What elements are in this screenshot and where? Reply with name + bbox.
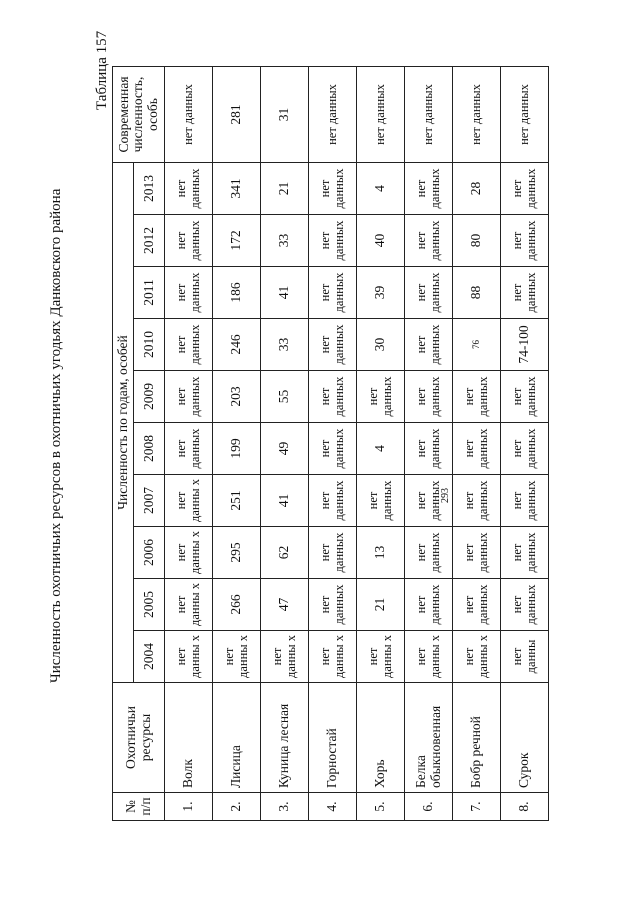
value-cell: нет данных	[405, 579, 453, 631]
value-cell: 76	[453, 319, 501, 371]
value-cell: нет данных	[309, 319, 357, 371]
value-cell: нет данных	[501, 163, 549, 215]
table-row	[213, 67, 261, 821]
resource-name: Волк	[165, 683, 213, 793]
value-cell: нет данных	[309, 267, 357, 319]
value-cell: нет данных	[501, 371, 549, 423]
value-cell: 21	[357, 579, 405, 631]
value-cell: 30	[357, 319, 405, 371]
value-cell: 251	[213, 475, 261, 527]
value-cell: 21	[261, 163, 309, 215]
value-cell: нет данных	[165, 267, 213, 319]
current-value: нет данных	[453, 67, 501, 163]
value-cell: нет данных	[405, 319, 453, 371]
value-cell: нет данных	[357, 371, 405, 423]
value-cell: нет данных	[453, 423, 501, 475]
value-cell: нет данны х	[309, 631, 357, 683]
current-value: нет данных	[501, 67, 549, 163]
value-cell: нет данны х	[165, 475, 213, 527]
value-cell: нет данных	[453, 371, 501, 423]
resource-name: Хорь	[357, 683, 405, 793]
value-cell: нет данных	[309, 215, 357, 267]
table-row	[165, 67, 213, 821]
header-row	[113, 67, 134, 821]
value-cell: нет данны х	[405, 631, 453, 683]
table-row	[501, 67, 549, 821]
value-cell: 33	[261, 319, 309, 371]
value-cell: нет данны х	[213, 631, 261, 683]
resource-name: Бобр речной	[453, 683, 501, 793]
header-year-2011: 2011	[134, 267, 165, 319]
value-cell: нет данных	[165, 163, 213, 215]
value-cell: 4	[357, 423, 405, 475]
value-cell: нет данны х	[165, 527, 213, 579]
value-cell: нет данных	[405, 423, 453, 475]
row-number: 5.	[357, 793, 405, 821]
table-row	[453, 67, 501, 821]
value-cell: нет данных	[501, 423, 549, 475]
value-cell: нет данных	[405, 527, 453, 579]
population-table	[112, 66, 549, 821]
value-cell: нет данных	[309, 423, 357, 475]
row-number: 7.	[453, 793, 501, 821]
value-cell: нет данных	[453, 527, 501, 579]
value-cell: нет данных	[405, 267, 453, 319]
value-cell: нет данных	[165, 371, 213, 423]
table-row	[261, 67, 309, 821]
value-cell: нет данны х	[453, 631, 501, 683]
value-cell: нет данных	[309, 371, 357, 423]
value-cell: 246	[213, 319, 261, 371]
row-number: 2.	[213, 793, 261, 821]
row-number: 4.	[309, 793, 357, 821]
value-cell: нет данны х	[165, 579, 213, 631]
value-cell: нет данны х	[165, 631, 213, 683]
value-cell: 80	[453, 215, 501, 267]
value-cell: нет данных	[309, 475, 357, 527]
value-cell: нет данных	[165, 423, 213, 475]
value-cell: 172	[213, 215, 261, 267]
value-cell: 40	[357, 215, 405, 267]
current-value: нет данных	[309, 67, 357, 163]
header-year-2007: 2007	[134, 475, 165, 527]
current-value: 281	[213, 67, 261, 163]
current-value: нет данных	[357, 67, 405, 163]
value-cell: нет данных	[453, 579, 501, 631]
value-cell: нет данных	[501, 475, 549, 527]
value-cell: нет данных	[165, 319, 213, 371]
value-cell: 88	[453, 267, 501, 319]
resource-name: Горностай	[309, 683, 357, 793]
header-year-2010: 2010	[134, 319, 165, 371]
value-cell: нет данных	[501, 527, 549, 579]
header-year-2005: 2005	[134, 579, 165, 631]
current-value: нет данных	[405, 67, 453, 163]
header-current: Современная численность, особь	[113, 67, 165, 163]
table-row	[309, 67, 357, 821]
row-number: 1.	[165, 793, 213, 821]
current-value: 31	[261, 67, 309, 163]
value-cell: нет данных	[405, 215, 453, 267]
value-cell: 39	[357, 267, 405, 319]
row-number: 3.	[261, 793, 309, 821]
value-cell: 62	[261, 527, 309, 579]
value-cell: нет данных	[501, 215, 549, 267]
value-cell: 41	[261, 267, 309, 319]
header-num: № п/п	[113, 793, 165, 821]
value-cell: нет данных	[309, 163, 357, 215]
value-cell: нет данных	[357, 475, 405, 527]
value-cell: 13	[357, 527, 405, 579]
value-cell: 295	[213, 527, 261, 579]
header-year-2012: 2012	[134, 215, 165, 267]
value-cell: нет данных	[501, 579, 549, 631]
row-number: 8.	[501, 793, 549, 821]
resource-name: Лисица	[213, 683, 261, 793]
value-cell: 55	[261, 371, 309, 423]
value-cell: нет данны х	[357, 631, 405, 683]
value-cell: нет данны	[501, 631, 549, 683]
header-year-2006: 2006	[134, 527, 165, 579]
header-year-2004: 2004	[134, 631, 165, 683]
value-cell: 203	[213, 371, 261, 423]
value-cell: нет данных	[309, 579, 357, 631]
row-number: 6.	[405, 793, 453, 821]
value-cell: нет данных	[405, 475, 453, 527]
value-cell: нет данных	[165, 215, 213, 267]
value-cell: 4	[357, 163, 405, 215]
value-cell: 74-100	[501, 319, 549, 371]
value-cell: 33	[261, 215, 309, 267]
value-cell: нет данных	[405, 163, 453, 215]
page-title: Численность охотничьих ресурсов в охотничьих угодьях Данковского района	[48, 188, 64, 683]
value-cell: 266	[213, 579, 261, 631]
page-number: 293	[440, 488, 451, 503]
header-resource: Охотничьи ресурсы	[113, 683, 165, 793]
table-row	[357, 67, 405, 821]
value-cell: 28	[453, 163, 501, 215]
value-cell: нет данны х	[261, 631, 309, 683]
value-cell: нет данных	[501, 267, 549, 319]
value-cell: 49	[261, 423, 309, 475]
resource-name: Сурок	[501, 683, 549, 793]
value-cell: 186	[213, 267, 261, 319]
value-cell: 41	[261, 475, 309, 527]
header-years-group: Численность по годам, особей	[113, 163, 134, 683]
table-row	[405, 67, 453, 821]
resource-name: Куница лесная	[261, 683, 309, 793]
current-value: нет данных	[165, 67, 213, 163]
table-label: Таблица 157	[94, 30, 110, 110]
header-year-2009: 2009	[134, 371, 165, 423]
header-year-2013: 2013	[134, 163, 165, 215]
value-cell: нет данных	[309, 527, 357, 579]
value-cell: 199	[213, 423, 261, 475]
value-cell: нет данных	[453, 475, 501, 527]
resource-name: Белка обыкновенная	[405, 683, 453, 793]
value-cell: 341	[213, 163, 261, 215]
value-cell: 47	[261, 579, 309, 631]
header-year-2008: 2008	[134, 423, 165, 475]
value-cell: нет данных	[405, 371, 453, 423]
